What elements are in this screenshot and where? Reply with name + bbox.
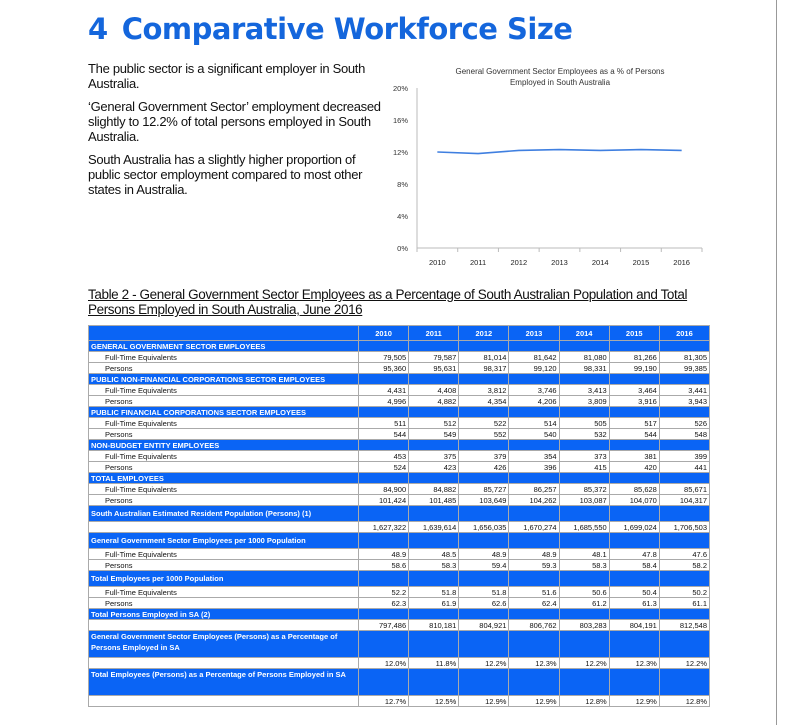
table-cell: 544 xyxy=(609,429,659,440)
table-cell xyxy=(559,609,609,620)
table-cell: 453 xyxy=(359,451,409,462)
table-cell xyxy=(459,440,509,451)
table-row xyxy=(89,418,710,429)
table-row xyxy=(89,484,710,495)
table-cell xyxy=(559,407,609,418)
table-cell: 12.9% xyxy=(609,696,659,707)
table-cell xyxy=(559,374,609,385)
table-cell: 420 xyxy=(609,462,659,473)
table-cell xyxy=(659,440,709,451)
table-cell: 512 xyxy=(409,418,459,429)
table-cell xyxy=(409,533,459,549)
section-row xyxy=(89,631,710,658)
table-cell: 12.2% xyxy=(559,658,609,669)
table-cell xyxy=(659,533,709,549)
table-cell: 373 xyxy=(559,451,609,462)
year-header: 2013 xyxy=(509,326,559,341)
table-row xyxy=(89,587,710,598)
table-cell xyxy=(659,571,709,587)
row-label: Persons xyxy=(89,429,359,440)
section-number: 4 xyxy=(88,12,108,46)
table-cell xyxy=(359,473,409,484)
table-cell: 99,190 xyxy=(609,363,659,374)
table-cell xyxy=(359,571,409,587)
section-row xyxy=(89,440,710,451)
table-cell: 526 xyxy=(659,418,709,429)
x-tick-label: 2016 xyxy=(673,258,690,267)
table-cell: 48.9 xyxy=(509,549,559,560)
table-cell: 1,627,322 xyxy=(359,522,409,533)
row-label: Persons xyxy=(89,462,359,473)
section-label: General Government Sector Employees (Persons) as a Percentage of Persons Employed in SA xyxy=(89,631,359,658)
table-cell: 4,431 xyxy=(359,385,409,396)
table-row xyxy=(89,363,710,374)
table-row xyxy=(89,598,710,609)
table-cell: 517 xyxy=(609,418,659,429)
table-cell: 375 xyxy=(409,451,459,462)
row-label xyxy=(89,620,359,631)
table-cell xyxy=(409,407,459,418)
table-cell: 1,639,614 xyxy=(409,522,459,533)
page-title xyxy=(88,12,572,46)
table-cell xyxy=(409,341,459,352)
table-cell: 81,305 xyxy=(659,352,709,363)
table-cell xyxy=(609,533,659,549)
section-label: Total Employees per 1000 Population xyxy=(89,571,359,587)
table-cell: 12.8% xyxy=(559,696,609,707)
section-label: PUBLIC FINANCIAL CORPORATIONS SECTOR EMPLOYEES xyxy=(89,407,359,418)
table-cell: 85,628 xyxy=(609,484,659,495)
table-cell: 50.6 xyxy=(559,587,609,598)
table-row xyxy=(89,495,710,506)
table-cell: 804,921 xyxy=(459,620,509,631)
section-label: TOTAL EMPLOYEES xyxy=(89,473,359,484)
table-cell xyxy=(609,473,659,484)
table-cell: 81,014 xyxy=(459,352,509,363)
table-cell: 3,413 xyxy=(559,385,609,396)
x-tick-label: 2011 xyxy=(470,258,487,267)
table-cell: 84,900 xyxy=(359,484,409,495)
row-label: Full-Time Equivalents xyxy=(89,418,359,429)
row-label xyxy=(89,696,359,707)
y-tick-label: 20% xyxy=(392,84,408,93)
section-label: General Government Sector Employees per 1000 Population xyxy=(89,533,359,549)
section-label: Total Employees (Persons) as a Percentage of Persons Employed in SA xyxy=(89,669,359,696)
y-tick-label: 0% xyxy=(397,244,408,253)
table-cell: 62.6 xyxy=(459,598,509,609)
section-row xyxy=(89,533,710,549)
table-row xyxy=(89,396,710,407)
table-cell: 797,486 xyxy=(359,620,409,631)
table-cell: 84,882 xyxy=(409,484,459,495)
table-cell: 95,360 xyxy=(359,363,409,374)
table-cell: 85,727 xyxy=(459,484,509,495)
section-label: GENERAL GOVERNMENT SECTOR EMPLOYEES xyxy=(89,341,359,352)
table-cell xyxy=(459,374,509,385)
table-cell xyxy=(509,407,559,418)
table-cell: 12.9% xyxy=(509,696,559,707)
table-cell: 396 xyxy=(509,462,559,473)
section-row xyxy=(89,609,710,620)
year-header: 2015 xyxy=(609,326,659,341)
table-cell xyxy=(359,407,409,418)
table-cell xyxy=(509,374,559,385)
table-cell: 51.8 xyxy=(409,587,459,598)
table-cell xyxy=(409,631,459,658)
table-cell xyxy=(409,669,459,696)
table-cell: 62.3 xyxy=(359,598,409,609)
table-cell: 47.8 xyxy=(609,549,659,560)
table-cell: 3,464 xyxy=(609,385,659,396)
table-cell xyxy=(459,631,509,658)
section-title: Comparative Workforce Size xyxy=(121,12,573,46)
table-cell xyxy=(509,669,559,696)
table-cell xyxy=(509,533,559,549)
row-label: Full-Time Equivalents xyxy=(89,451,359,462)
table-cell: 3,812 xyxy=(459,385,509,396)
table-cell: 52.2 xyxy=(359,587,409,598)
table-row xyxy=(89,522,710,533)
row-label: Persons xyxy=(89,598,359,609)
table-cell xyxy=(359,609,409,620)
table-row xyxy=(89,549,710,560)
table-caption: Table 2 - General Government Sector Employees as a Percentage of South Australian Population and Total Persons Employed in South Australia, June 2016 xyxy=(88,287,688,317)
table-row xyxy=(89,352,710,363)
y-tick-label: 12% xyxy=(392,148,408,157)
table-cell: 81,642 xyxy=(509,352,559,363)
row-label: Full-Time Equivalents xyxy=(89,587,359,598)
table-cell: 12.8% xyxy=(659,696,709,707)
table-cell xyxy=(459,669,509,696)
section-label: Total Persons Employed in SA (2) xyxy=(89,609,359,620)
table-cell: 51.8 xyxy=(459,587,509,598)
table-cell: 3,809 xyxy=(559,396,609,407)
section-label: South Australian Estimated Resident Population (Persons) (1) xyxy=(89,506,359,522)
table-cell: 59.4 xyxy=(459,560,509,571)
table-row xyxy=(89,429,710,440)
table-cell xyxy=(559,631,609,658)
table-cell xyxy=(459,533,509,549)
table-cell: 548 xyxy=(659,429,709,440)
table-cell: 98,331 xyxy=(559,363,609,374)
y-tick-label: 8% xyxy=(397,180,408,189)
table-cell: 61.3 xyxy=(609,598,659,609)
table-cell xyxy=(609,506,659,522)
table-row xyxy=(89,696,710,707)
table-cell xyxy=(459,571,509,587)
table-cell: 804,191 xyxy=(609,620,659,631)
line-chart xyxy=(380,60,710,275)
table-cell xyxy=(609,669,659,696)
table-cell xyxy=(659,374,709,385)
table-cell: 514 xyxy=(509,418,559,429)
table-cell: 12.2% xyxy=(459,658,509,669)
table-cell: 12.3% xyxy=(609,658,659,669)
table-row xyxy=(89,560,710,571)
table-cell xyxy=(509,341,559,352)
row-label: Persons xyxy=(89,495,359,506)
table-cell xyxy=(559,571,609,587)
x-tick-label: 2010 xyxy=(429,258,446,267)
table-cell: 544 xyxy=(359,429,409,440)
table-cell xyxy=(659,473,709,484)
table-cell: 4,996 xyxy=(359,396,409,407)
table-header-row xyxy=(89,326,710,341)
table-cell: 58.6 xyxy=(359,560,409,571)
table-cell: 81,266 xyxy=(609,352,659,363)
table-cell xyxy=(659,669,709,696)
year-header: 2010 xyxy=(359,326,409,341)
table-cell xyxy=(359,440,409,451)
table-cell: 104,262 xyxy=(509,495,559,506)
table-cell: 524 xyxy=(359,462,409,473)
table-cell: 441 xyxy=(659,462,709,473)
table-cell xyxy=(409,506,459,522)
table-cell: 1,699,024 xyxy=(609,522,659,533)
table-cell: 51.6 xyxy=(509,587,559,598)
table-cell xyxy=(609,571,659,587)
row-label: Full-Time Equivalents xyxy=(89,385,359,396)
section-row xyxy=(89,407,710,418)
table-cell: 505 xyxy=(559,418,609,429)
table-cell: 1,706,503 xyxy=(659,522,709,533)
table-cell: 48.5 xyxy=(409,549,459,560)
table-cell: 12.5% xyxy=(409,696,459,707)
row-label xyxy=(89,658,359,669)
section-row xyxy=(89,374,710,385)
table-cell: 95,631 xyxy=(409,363,459,374)
table-cell: 3,746 xyxy=(509,385,559,396)
table-cell: 354 xyxy=(509,451,559,462)
table-cell: 101,485 xyxy=(409,495,459,506)
table-cell: 104,070 xyxy=(609,495,659,506)
table-cell: 381 xyxy=(609,451,659,462)
table-cell: 47.6 xyxy=(659,549,709,560)
table-cell: 103,649 xyxy=(459,495,509,506)
table-cell: 11.8% xyxy=(409,658,459,669)
intro-paragraph: South Australia has a slightly higher proportion of public sector employment compared to most other states in Australia. xyxy=(88,152,363,197)
year-header: 2011 xyxy=(409,326,459,341)
table-cell xyxy=(459,473,509,484)
table-cell xyxy=(359,506,409,522)
table-cell xyxy=(509,571,559,587)
table-cell: 101,424 xyxy=(359,495,409,506)
table-cell: 12.3% xyxy=(509,658,559,669)
table-cell xyxy=(609,609,659,620)
table-cell: 12.9% xyxy=(459,696,509,707)
table-cell xyxy=(659,506,709,522)
table-cell: 58.4 xyxy=(609,560,659,571)
table-cell xyxy=(409,473,459,484)
table-cell: 58.3 xyxy=(409,560,459,571)
table-cell: 399 xyxy=(659,451,709,462)
table-cell xyxy=(359,631,409,658)
table-cell xyxy=(609,631,659,658)
table-cell: 552 xyxy=(459,429,509,440)
row-label: Persons xyxy=(89,396,359,407)
section-label: NON-BUDGET ENTITY EMPLOYEES xyxy=(89,440,359,451)
table-cell xyxy=(659,609,709,620)
table-cell: 415 xyxy=(559,462,609,473)
table-cell: 4,206 xyxy=(509,396,559,407)
intro-paragraph: ‘General Government Sector’ employment decreased slightly to 12.2% of total persons employed in South Australia. xyxy=(88,99,381,144)
year-header: 2016 xyxy=(659,326,709,341)
chart-title: General Government Sector Employees as a % of Persons Employed in South Australia xyxy=(455,67,665,87)
section-row xyxy=(89,506,710,522)
table-cell: 79,505 xyxy=(359,352,409,363)
table-cell: 81,080 xyxy=(559,352,609,363)
table-cell: 511 xyxy=(359,418,409,429)
table-cell: 12.0% xyxy=(359,658,409,669)
table-cell: 103,087 xyxy=(559,495,609,506)
table-cell xyxy=(509,506,559,522)
table-cell: 532 xyxy=(559,429,609,440)
table-cell: 48.9 xyxy=(359,549,409,560)
table-cell xyxy=(459,506,509,522)
y-tick-label: 4% xyxy=(397,212,408,221)
table-row xyxy=(89,462,710,473)
table-cell: 1,670,274 xyxy=(509,522,559,533)
series-line xyxy=(437,150,681,154)
table-row xyxy=(89,658,710,669)
table-cell: 50.2 xyxy=(659,587,709,598)
table-row xyxy=(89,451,710,462)
page-edge xyxy=(776,0,777,725)
table-cell xyxy=(459,407,509,418)
table-cell xyxy=(409,440,459,451)
year-header: 2012 xyxy=(459,326,509,341)
table-cell: 4,882 xyxy=(409,396,459,407)
table-cell xyxy=(459,341,509,352)
section-row xyxy=(89,669,710,696)
workforce-table xyxy=(88,325,710,707)
table-cell: 85,671 xyxy=(659,484,709,495)
table-cell: 3,943 xyxy=(659,396,709,407)
table-cell: 549 xyxy=(409,429,459,440)
header-blank xyxy=(89,326,359,341)
x-tick-label: 2014 xyxy=(591,258,609,267)
table-cell xyxy=(409,609,459,620)
table-row xyxy=(89,385,710,396)
row-label: Full-Time Equivalents xyxy=(89,484,359,495)
table-cell: 58.2 xyxy=(659,560,709,571)
table-cell: 48.1 xyxy=(559,549,609,560)
row-label: Full-Time Equivalents xyxy=(89,352,359,363)
table-cell: 3,441 xyxy=(659,385,709,396)
section-row xyxy=(89,571,710,587)
table-cell: 4,408 xyxy=(409,385,459,396)
section-label: PUBLIC NON-FINANCIAL CORPORATIONS SECTOR EMPLOYEES xyxy=(89,374,359,385)
section-row xyxy=(89,473,710,484)
table-cell: 522 xyxy=(459,418,509,429)
table-cell xyxy=(559,440,609,451)
year-header: 2014 xyxy=(559,326,609,341)
table-cell: 803,283 xyxy=(559,620,609,631)
table-cell xyxy=(609,374,659,385)
table-cell xyxy=(359,533,409,549)
table-cell: 62.4 xyxy=(509,598,559,609)
table-cell: 379 xyxy=(459,451,509,462)
table-cell xyxy=(559,341,609,352)
intro-text xyxy=(88,61,383,205)
table-cell: 12.7% xyxy=(359,696,409,707)
table-cell: 99,120 xyxy=(509,363,559,374)
table-cell xyxy=(559,506,609,522)
table-cell: 12.2% xyxy=(659,658,709,669)
table-cell: 1,685,550 xyxy=(559,522,609,533)
table-cell: 50.4 xyxy=(609,587,659,598)
row-label: Full-Time Equivalents xyxy=(89,549,359,560)
table-cell xyxy=(559,473,609,484)
x-tick-label: 2013 xyxy=(551,258,568,267)
table-cell: 61.2 xyxy=(559,598,609,609)
table-cell: 85,372 xyxy=(559,484,609,495)
table-cell: 86,257 xyxy=(509,484,559,495)
table-cell xyxy=(609,341,659,352)
table-cell: 812,548 xyxy=(659,620,709,631)
table-cell xyxy=(359,669,409,696)
table-cell xyxy=(509,440,559,451)
row-label: Persons xyxy=(89,363,359,374)
table-cell xyxy=(559,533,609,549)
table-cell: 540 xyxy=(509,429,559,440)
table-cell xyxy=(609,440,659,451)
table-cell xyxy=(659,341,709,352)
table-cell: 426 xyxy=(459,462,509,473)
x-tick-label: 2012 xyxy=(510,258,528,267)
table-row xyxy=(89,620,710,631)
table-cell: 61.1 xyxy=(659,598,709,609)
intro-paragraph: The public sector is a significant employer in South Australia. xyxy=(88,61,366,91)
table-cell: 4,354 xyxy=(459,396,509,407)
table-cell: 98,317 xyxy=(459,363,509,374)
table-cell: 99,385 xyxy=(659,363,709,374)
row-label xyxy=(89,522,359,533)
table-cell: 810,181 xyxy=(409,620,459,631)
table-cell xyxy=(659,407,709,418)
table-cell xyxy=(359,374,409,385)
table-cell: 79,587 xyxy=(409,352,459,363)
table-cell: 1,656,035 xyxy=(459,522,509,533)
table-cell xyxy=(609,407,659,418)
table-cell xyxy=(509,473,559,484)
section-row xyxy=(89,341,710,352)
table-cell xyxy=(359,341,409,352)
table-cell xyxy=(459,609,509,620)
table-cell xyxy=(509,631,559,658)
table-cell: 59.3 xyxy=(509,560,559,571)
x-tick-label: 2015 xyxy=(632,258,650,267)
table-cell: 61.9 xyxy=(409,598,459,609)
y-tick-label: 16% xyxy=(392,116,408,125)
table-cell: 48.9 xyxy=(459,549,509,560)
table-cell xyxy=(409,571,459,587)
table-cell: 58.3 xyxy=(559,560,609,571)
table-cell: 423 xyxy=(409,462,459,473)
table-cell xyxy=(659,631,709,658)
table-cell xyxy=(409,374,459,385)
table-cell: 3,916 xyxy=(609,396,659,407)
table-cell: 104,317 xyxy=(659,495,709,506)
table-cell xyxy=(559,669,609,696)
table-cell: 806,762 xyxy=(509,620,559,631)
row-label: Persons xyxy=(89,560,359,571)
table-cell xyxy=(509,609,559,620)
